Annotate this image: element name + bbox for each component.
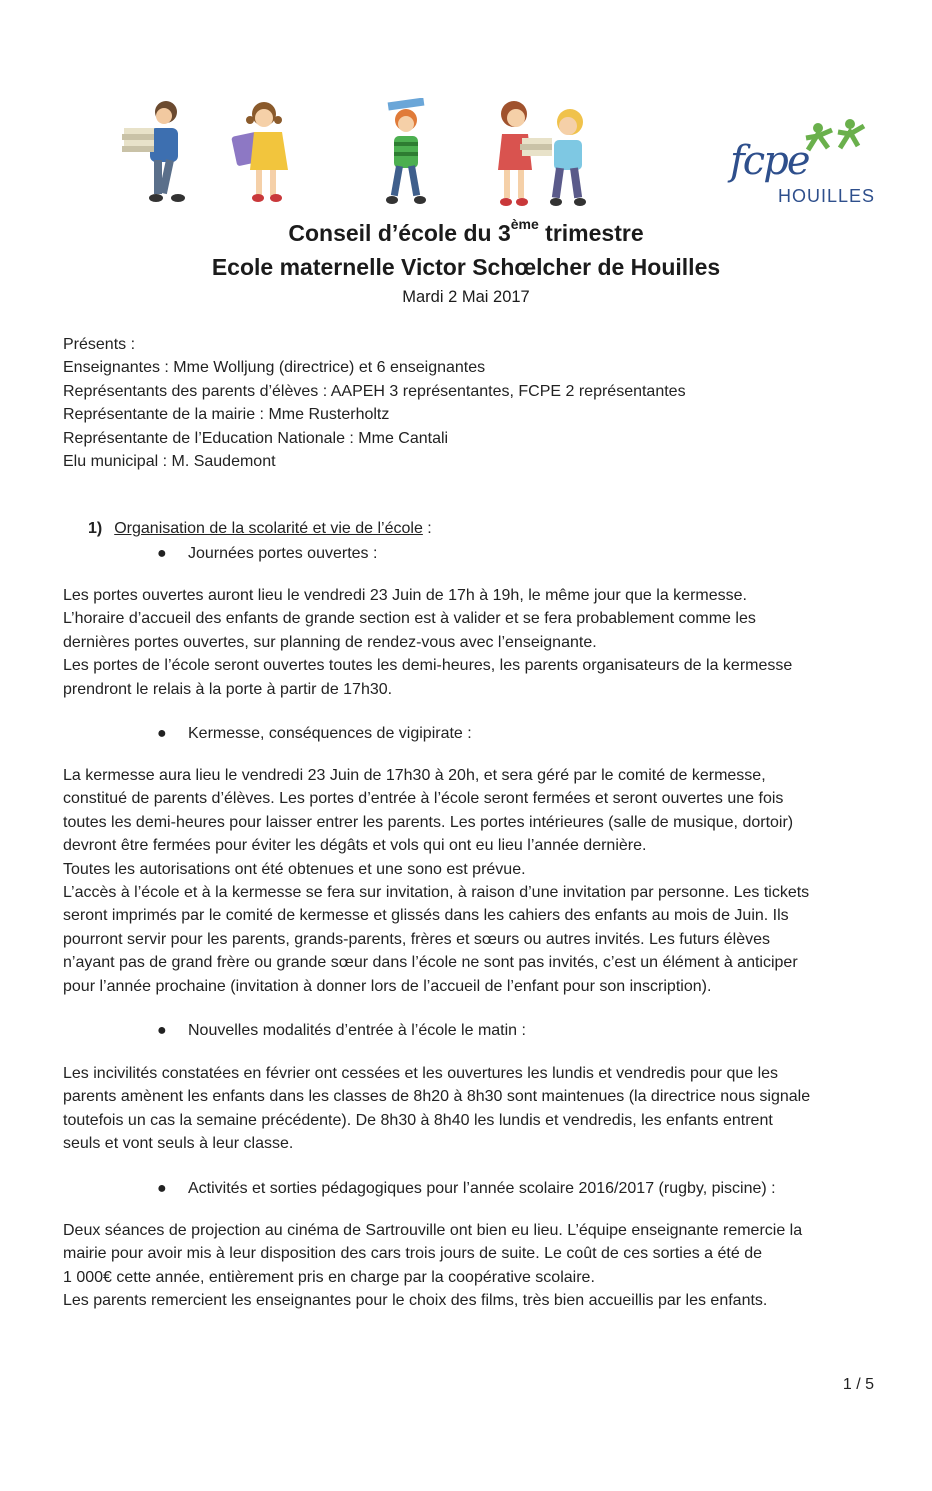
attendees-line: Représentante de la mairie : Mme Rusterholtz bbox=[63, 406, 390, 424]
section-suffix: : bbox=[422, 520, 432, 537]
paragraph-line: dernières portes ouvertes, sur planning de rendez-vous avec l’enseignante. bbox=[63, 633, 597, 651]
children-illustration bbox=[112, 98, 612, 210]
title-text-start: Conseil d’école du 3 bbox=[288, 220, 511, 246]
paragraph-line: toutes les demi-heures pour laisser entrer les parents. Les portes intérieures (salle de musique, dortoir) bbox=[63, 813, 794, 831]
logo-city: HOUILLES bbox=[778, 186, 876, 206]
attendees-line: Elu municipal : M. Saudemont bbox=[63, 453, 276, 471]
paragraph-portes-ouvertes bbox=[63, 584, 878, 701]
paragraph-line: Les incivilités constatées en février ont cessées et les ouvertures les lundis et vendredis pour que les bbox=[63, 1065, 779, 1082]
title-text-end: trimestre bbox=[538, 220, 644, 246]
child-with-book-icon bbox=[224, 98, 304, 206]
attendees-block bbox=[63, 333, 883, 473]
meeting-date: Mardi 2 Mai 2017 bbox=[402, 288, 530, 306]
paragraph-line: Deux séances de projection au cinéma de Sartrouville ont bien eu lieu. L’équipe enseignante remercie la bbox=[63, 1222, 803, 1239]
paragraph-line: prendront le relais à la porte à partir de 17h30. bbox=[63, 680, 393, 698]
bullet-icon: ● bbox=[157, 1180, 167, 1197]
bullet-text: Kermesse, conséquences de vigipirate : bbox=[188, 725, 472, 742]
bullet-text: Nouvelles modalités d’entrée à l’école le matin : bbox=[188, 1022, 526, 1039]
paragraph-line: 1 000€ cette année, entièrement pris en charge par la coopérative scolaire. bbox=[63, 1268, 595, 1286]
paragraph-line: Les parents remercient les enseignantes pour le choix des films, très bien accueillis par les enfants. bbox=[63, 1292, 768, 1310]
paragraph-activites bbox=[63, 1219, 878, 1313]
section-heading bbox=[88, 520, 432, 538]
bullet-item bbox=[157, 1180, 776, 1198]
paragraph-line: L’accès à l’école et à la kermesse se fera sur invitation, à raison d’une invitation par personne. Les tickets bbox=[63, 884, 810, 902]
paragraph-line: seront imprimés par le comité de kermesse et glissés dans les cahiers des enfants au mois de Juin. Ils bbox=[63, 907, 789, 925]
paragraph-line: toutefois un cas la semaine précédente). De 8h30 à 8h40 les lundis et vendredis, les enfants entrent bbox=[63, 1111, 773, 1129]
paragraph-line: pour l’année prochaine (invitation à donner lors de l’accueil de l’enfant pour son inscription). bbox=[63, 977, 712, 995]
paragraph-line: Toutes les autorisations ont été obtenues et une sono est prévue. bbox=[63, 860, 526, 878]
two-children-with-books-icon bbox=[484, 98, 604, 210]
paragraph-line: seuls et vont seuls à leur classe. bbox=[63, 1135, 294, 1153]
bullet-item bbox=[157, 725, 472, 743]
paragraph-line: mairie pour avoir mis à leur disposition des cars trois jours de suite. Le coût de ces sorties a été de bbox=[63, 1245, 762, 1263]
paragraph-line: devront être fermées pour éviter les dégâts et vols qui ont eu lieu l’année dernière. bbox=[63, 837, 647, 855]
logo-text: fcpe bbox=[730, 138, 809, 184]
bullet-item bbox=[157, 1022, 526, 1040]
paragraph-line: Les portes ouvertes auront lieu le vendredi 23 Juin de 17h à 19h, le même jour que la kermesse. bbox=[63, 587, 747, 604]
attendees-line: Présents : bbox=[63, 336, 136, 353]
bullet-text: Journées portes ouvertes : bbox=[188, 545, 378, 562]
attendees-line: Enseignantes : Mme Wolljung (directrice) et 6 enseignantes bbox=[63, 359, 486, 377]
attendees-line: Représentants des parents d’élèves : AAPEH 3 représentantes, FCPE 2 représentantes bbox=[63, 382, 686, 400]
paragraph-line: La kermesse aura lieu le vendredi 23 Juin de 17h30 à 20h, et sera géré par le comité de kermesse, bbox=[63, 767, 766, 784]
bullet-icon: ● bbox=[157, 545, 167, 562]
paragraph-line: L’horaire d’accueil des enfants de grande section est à valider et se fera probablement comme les bbox=[63, 610, 756, 628]
section-label: Organisation de la scolarité et vie de l’école bbox=[114, 520, 423, 537]
paragraph-line: n’ayant pas de grand frère ou grande sœur dans l’école ne sont pas invités, c’est un élément à anticiper bbox=[63, 954, 798, 972]
bullet-icon: ● bbox=[157, 725, 167, 742]
paragraph-line: constitué de parents d’élèves. Les portes d’entrée à l’école seront fermées et seront ouvertes une fois bbox=[63, 790, 784, 808]
paragraph-line: pourront servir pour les parents, grands-parents, frères et sœurs ou autres invités. Les futurs élèves bbox=[63, 930, 770, 948]
page-title bbox=[0, 216, 932, 247]
attendees-line: Représentante de l’Education Nationale : Mme Cantali bbox=[63, 429, 449, 447]
page-number: 1 / 5 bbox=[842, 1376, 874, 1393]
bullet-item bbox=[157, 545, 378, 563]
section-number: 1) bbox=[88, 520, 103, 537]
fcpe-logo bbox=[728, 118, 876, 213]
paragraph-line: parents amènent les enfants dans les classes de 8h20 à 8h30 sont maintenues (la directrice nous signale bbox=[63, 1088, 811, 1106]
paragraph-kermesse bbox=[63, 764, 878, 998]
child-balancing-book-icon bbox=[374, 98, 434, 208]
title-superscript: ème bbox=[510, 216, 539, 232]
paragraph-entree bbox=[63, 1062, 878, 1156]
page-subtitle: Ecole maternelle Victor Schœlcher de Houilles bbox=[211, 254, 721, 280]
child-with-books-icon bbox=[120, 98, 190, 206]
paragraph-line: Les portes de l’école seront ouvertes toutes les demi-heures, les parents organisateurs de la kermesse bbox=[63, 657, 793, 675]
bullet-icon: ● bbox=[157, 1022, 167, 1039]
bullet-text: Activités et sorties pédagogiques pour l’année scolaire 2016/2017 (rugby, piscine) : bbox=[188, 1180, 776, 1197]
